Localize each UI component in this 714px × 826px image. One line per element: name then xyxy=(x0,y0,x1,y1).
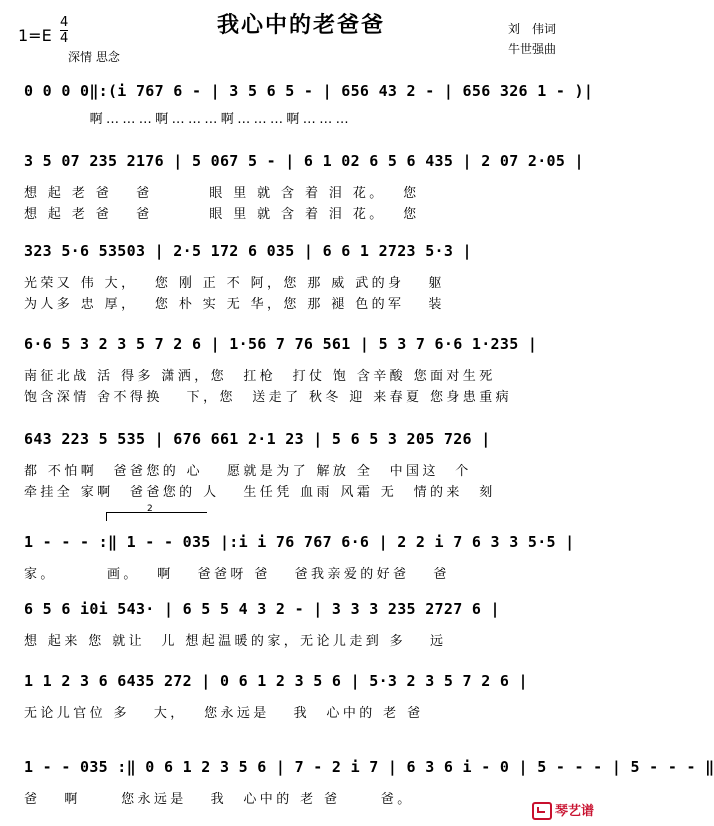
lyric-line: 为人多 忠 厚， 您 朴 实 无 华，您 那 褪 色的军 装 xyxy=(24,297,445,312)
notation-line: 1 - - 035 :‖ 0 6 1 2 3 5 6 | 7 - 2 i 7 | 6 3 6 i - 0 | 5 - - - | 5 - - - ‖ xyxy=(24,758,714,776)
site-watermark xyxy=(532,800,594,821)
notation-line: 643 223 5 535 | 676 661 2·1 23 | 5 6 5 3 205 726 | xyxy=(24,430,491,448)
lyric-line: 无论儿官位 多 大， 您永远是 我 心中的 老 爸 xyxy=(24,706,424,721)
expression-mark: 深情 思念 xyxy=(68,50,120,64)
lyricist-credit: 刘 伟词 xyxy=(508,22,557,36)
notation-line: 0 0 0 0‖:(i 767 6 - | 3 5 6 5 - | 656 43 2 - | 656 326 1 - )| xyxy=(24,82,594,100)
time-signature xyxy=(60,16,68,45)
lyric-line: 爸 啊 您永远是 我 心中的 老 爸 爸。 xyxy=(24,792,414,807)
notation-line: 1 1 2 3 6 6435 272 | 0 6 1 2 3 5 6 | 5·3 2 3 5 7 2 6 | xyxy=(24,672,528,690)
notation-line: 1 - - - :‖ 1 - - 035 |:i i 76 767 6·6 | 2 2 i 7 6 3 3 5·5 | xyxy=(24,533,575,551)
meter-denominator: 4 xyxy=(60,31,69,46)
lyric-line: 光荣又 伟 大， 您 刚 正 不 阿，您 那 威 武的身 躯 xyxy=(24,276,445,291)
composer-credit: 牛世强曲 xyxy=(508,42,557,56)
volta-number: 2 xyxy=(147,504,153,514)
lyric-line: 都 不怕啊 爸爸您的 心 愿就是为了 解放 全 中国这 个 xyxy=(24,464,472,479)
meter-numerator: 4 xyxy=(60,15,69,30)
notation-line: 6·6 5 3 2 3 5 7 2 6 | 1·56 7 76 561 | 5 3 7 6·6 1·235 | xyxy=(24,335,538,353)
notation-line: 323 5·6 53503 | 2·5 172 6 035 | 6 6 1 2723 5·3 | xyxy=(24,242,472,260)
notation-line: 6 5 6 i0i 543· | 6 5 5 4 3 2 - | 3 3 3 235 2727 6 | xyxy=(24,600,500,618)
notation-line: 3 5 07 235 2176 | 5 067 5 - | 6 1 02 6 5 6 435 | 2 07 2·05 | xyxy=(24,152,584,170)
lyric-line: 想 起 老 爸 爸 眼 里 就 含 着 泪 花。 您 xyxy=(24,186,420,201)
song-title: 我心中的老爸爸 xyxy=(216,13,385,38)
key-signature: 1=E xyxy=(18,26,52,45)
volta-bracket xyxy=(106,504,207,521)
lyric-line: 南征北战 活 得多 潇洒，您 扛枪 打仗 饱 含辛酸 您面对生死 xyxy=(24,369,496,384)
lyric-line: 想 起 老 爸 爸 眼 里 就 含 着 泪 花。 您 xyxy=(24,207,420,222)
lyric-line: 想 起来 您 就让 儿 想起温暖的家，无论儿走到 多 远 xyxy=(24,634,447,649)
watermark-text: 琴艺谱 xyxy=(554,803,594,819)
lyric-line: 啊………啊………啊………啊……… xyxy=(24,112,353,127)
lyric-line: 饱含深情 舍不得换 下，您 送走了 秋冬 迎 来春夏 您身患重病 xyxy=(24,390,512,405)
lyric-line: 牵挂全 家啊 爸爸您的 人 生任凭 血雨 风霜 无 情的来 刻 xyxy=(24,485,496,500)
lyric-line: 家。 画。 啊 爸爸呀 爸 爸我亲爱的好爸 爸 xyxy=(24,567,450,582)
music-logo-icon xyxy=(532,802,552,820)
